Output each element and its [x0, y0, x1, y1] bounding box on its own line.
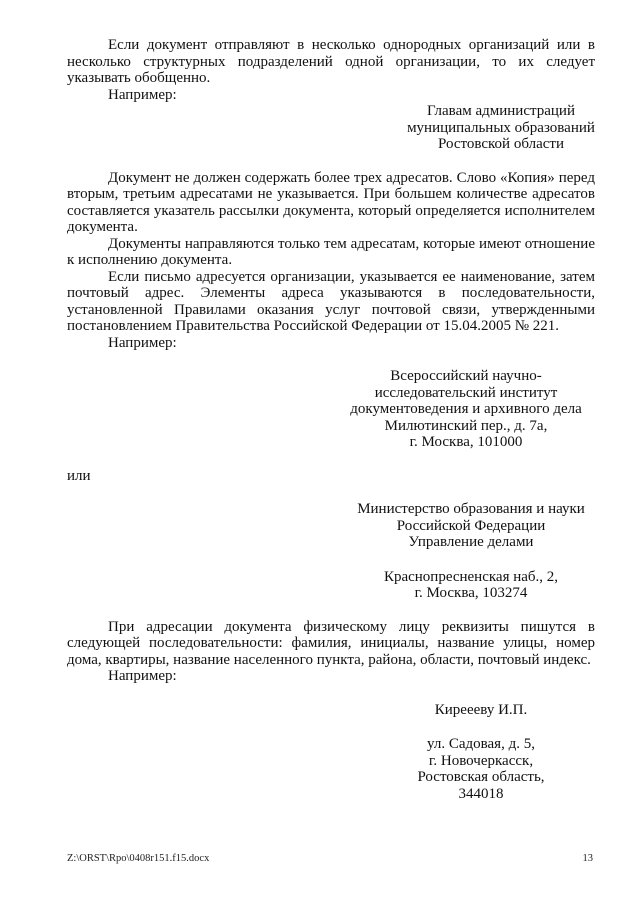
paragraph-relevant-addressees: Документы направляются только тем адресатам, которые имеют отношение к исполнению документа. — [67, 235, 595, 268]
address-line: муниципальных образований — [407, 119, 595, 136]
address-block-administrations — [317, 103, 640, 153]
paragraph-max-addressees: Документ не должен содержать более трех адресатов. Слово «Копия» перед вторым, третьим адресатами не указывается. При большем количестве адресатов составляется указатель рассылки документа, который определяется исполнителем документа. — [67, 169, 595, 235]
address-line: г. Новочеркасск, — [428, 752, 534, 769]
example-label: Например: — [108, 668, 177, 684]
address-line: Всероссийский научно- — [390, 368, 542, 384]
or-label: или — [67, 467, 91, 484]
example-label: Например: — [108, 86, 177, 103]
page-number: 13 — [582, 853, 593, 864]
file-path: Z:\ORST\Rpo\0408r151.f15.docx — [67, 853, 210, 864]
address-line: Краснопресненская наб., 2, — [383, 568, 559, 585]
address-line: Российской Федерации — [396, 517, 546, 534]
address-line: исследовательский институт — [374, 384, 558, 401]
address-line: ул. Садовая, д. 5, — [427, 736, 535, 752]
address-line: 344018 — [458, 785, 504, 802]
address-line: г. Москва, 101000 — [409, 434, 523, 450]
document-body — [67, 37, 595, 802]
address-line: Управление делами — [408, 534, 534, 550]
address-line: Киреееву И.П. — [434, 701, 528, 718]
address-line: Ростовской области — [438, 136, 564, 152]
paragraph-generalized-addressing: Если документ отправляют в несколько однородных организаций или в несколько структурных подразделений одной организации, то их следует указывать обобщенно. — [67, 37, 595, 86]
address-line: Министерство образования и науки — [357, 501, 585, 517]
example-label: Например: — [108, 334, 177, 351]
address-line: Главам администраций — [427, 103, 575, 119]
address-line: Милютинский пер., д. 7а, — [384, 417, 548, 434]
address-line: документоведения и архивного дела — [350, 401, 582, 417]
address-block-individual — [397, 702, 565, 803]
address-line: Ростовская область, — [417, 769, 545, 785]
address-block-vniidad — [337, 368, 595, 451]
address-block-ministry — [347, 501, 595, 602]
paragraph-organization-address: Если письмо адресуется организации, указывается ее наименование, затем почтовый адрес. Элементы адреса указываются в последовательности, установленной Правилами оказания услуг почтовой связи, утвержденными постановлением Правительства Российской Федерации от 15.04.2005 № 221. — [67, 268, 595, 334]
address-line: г. Москва, 103274 — [414, 585, 528, 601]
paragraph-individual-addressing: При адресации документа физическому лицу реквизиты пишутся в следующей последовательности: фамилия, инициалы, название улицы, номер дома, квартиры, название населенного пункта, района, области, почтовый индекс. — [67, 618, 595, 668]
